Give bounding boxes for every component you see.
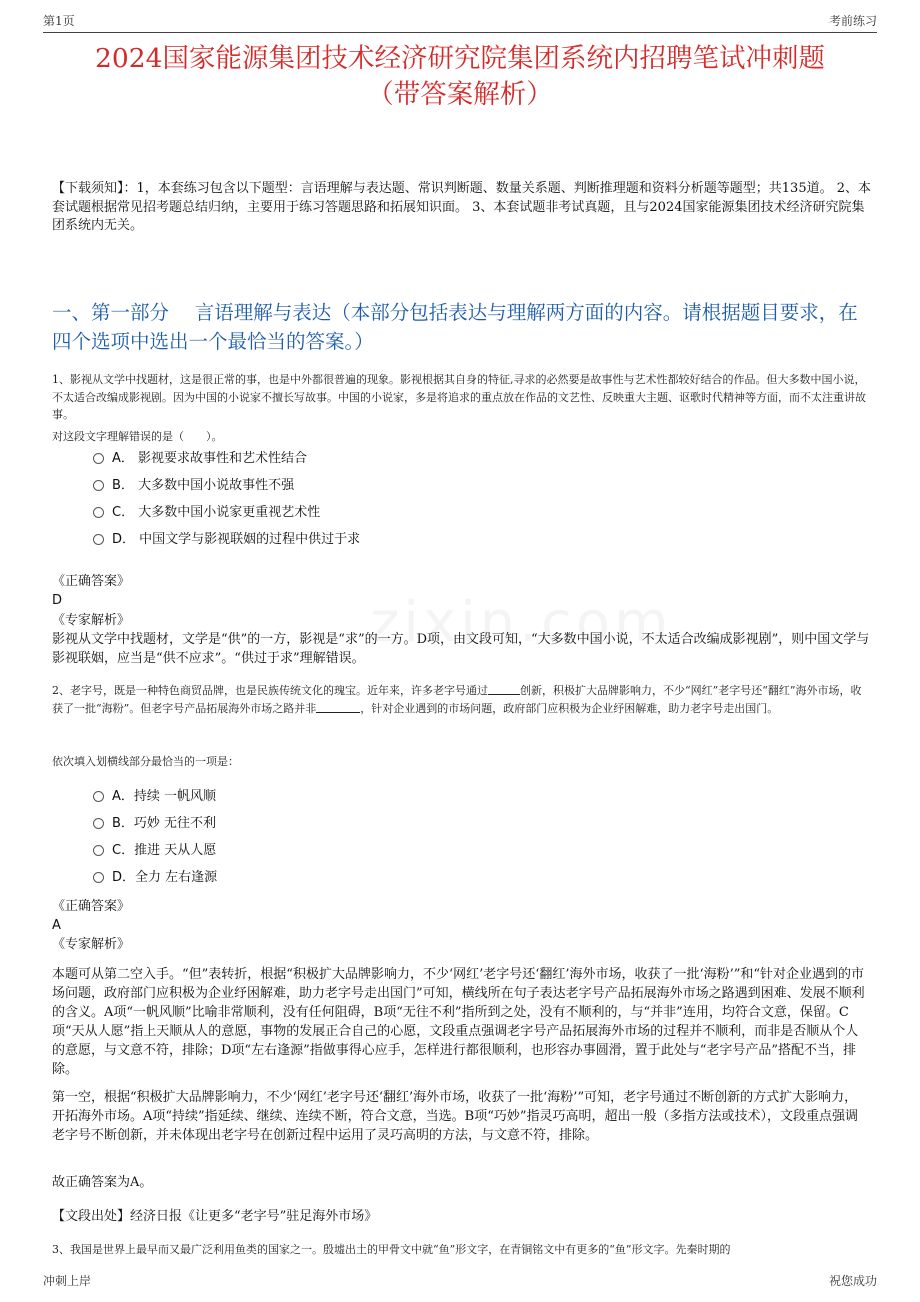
question-2-text: 2、老字号，既是一种特色商贸品牌，也是民族传统文化的瑰宝。近年来，许多老字号通过 创新，积极扩大品牌影响力，不少“网红”老字号还“翻红”海外市场，收获了一批“海粉”。但老字号产品拓展海外市场之路并非 ，针对企业遇到的市场问题，政府部门应积极为企业纾困解难，助力老字号走出国门。 [52, 684, 862, 715]
q1-answer: D [52, 593, 63, 608]
q2-option-b[interactable]: B．巧妙 无往不利 [93, 815, 216, 833]
radio-icon[interactable] [93, 534, 104, 545]
q2-option-c[interactable]: C．推进 天从人愿 [93, 842, 216, 860]
download-notice: 【下载须知】：1，本套练习包含以下题型：言语理解与表达题、常识判断题、数量关系题、判断推理题和资料分析题等题型；共135道。 2、本套试题根据常见招考题总结归纳，主要用于练习答题思路和拓展知识面。 3、本套试题非考试真题，且与2024国家能源集团技术经济研究院集团系统内无关。 [52, 181, 871, 233]
document-subtitle: （带答案解析） [367, 79, 553, 110]
radio-icon[interactable] [93, 507, 104, 518]
q2-answer-label: 《正确答案》 [52, 899, 131, 914]
header-divider [43, 32, 877, 33]
footer-left: 冲刺上岸 [43, 1274, 92, 1288]
fill-blank-1 [488, 682, 520, 695]
q1-analysis: 影视从文学中找题材，文学是“供”的一方，影视是“求”的一方。D项，由文段可知，“大多数中国小说，不太适合改编成影视剧”，则中国文学与影视联姻，应当是“供不应求”。“供过于求”理解错误。 [52, 632, 870, 666]
q2-conclusion: 故正确答案为A。 [52, 1175, 153, 1190]
question-1-text: 1、影视从文学中找题材，这是很正常的事，也是中外都很普遍的现象。影视根据其自身的特征,寻求的必然要是故事性与艺术性都较好结合的作品。但大多数中国小说，不太适合改编成影视剧。因为中国的小说家不擅长写故事。中国的小说家，多是将追求的重点放在作品的文艺性、反映重大主题、讴歌时代精神等方面，而不太注重讲故事。 [52, 373, 866, 421]
q2-option-d[interactable]: D．全力 左右逢源 [93, 869, 217, 887]
section-title: 一、第一部分 言语理解与表达（本部分包括表达与理解两方面的内容。请根据题目要求，在四个选项中选出一个最恰当的答案。） [52, 301, 858, 353]
header-label: 考前练习 [828, 14, 877, 28]
radio-icon[interactable] [93, 453, 104, 464]
q2-answer: A [52, 918, 61, 933]
radio-icon[interactable] [93, 791, 104, 802]
document-title: 2024国家能源集团技术经济研究院集团系统内招聘笔试冲刺题 [95, 43, 825, 74]
fill-blank-2 [316, 700, 360, 713]
radio-icon[interactable] [93, 872, 104, 883]
q2-analysis-label: 《专家解析》 [52, 937, 131, 952]
q2-analysis-paragraph-2: 第一空，根据“积极扩大品牌影响力，不少‘网红’老字号还‘翻红’海外市场，收获了一批‘海粉’”可知，老字号通过不断创新的方式扩大影响力，开拓海外市场。A项“持续”指延续、继续、连续不断，符合文意，当选。B项“巧妙”指灵巧高明，超出一般（多指方法或技术），文段重点强调老字号不断创新，并未体现出老字号在创新过程中运用了灵巧高明的方法，与文意不符，排除。 [52, 1090, 859, 1143]
q2-analysis-paragraph-1: 本题可从第二空入手。“但”表转折，根据“积极扩大品牌影响力，不少‘网红’老字号还‘翻红’海外市场，收获了一批‘海粉’”和“针对企业遇到的市场问题，政府部门应积极为企业纾困解难，助力老字号走出国门”可知，横线所在句子表达老字号产品拓展海外市场之路遇到困难、发展不顺利的含义。A项“一帆风顺”比喻非常顺利，没有任何阻碍，B项“无往不利”指所到之处，没有不顺利的，与“并非”连用，均符合文意，保留。C项“天从人愿”指上天顺从人的意愿，事物的发展正合自己的心愿，文段重点强调老字号产品拓展海外市场的过程并不顺利，而非是否顺从个人的意愿，与文意不符，排除；D项“左右逢源”指做事得心应手，怎样进行都很顺利，也形容办事圆滑，置于此处与“老字号产品”搭配不当，排除。 [52, 967, 865, 1077]
q1-option-a[interactable]: A． 影视要求故事性和艺术性结合 [93, 450, 307, 468]
q1-option-b[interactable]: B． 大多数中国小说故事性不强 [93, 477, 294, 495]
question-3-text: 3、我国是世界上最早而又最广泛利用鱼类的国家之一。殷墟出土的甲骨文中就“鱼”形文字，在青铜铭文中有更多的“鱼”形文字。先秦时期的 [52, 1243, 731, 1256]
radio-icon[interactable] [93, 845, 104, 856]
page-number: 第1页 [43, 14, 75, 28]
q1-analysis-label: 《专家解析》 [52, 613, 131, 628]
q1-answer-label: 《正确答案》 [52, 574, 131, 589]
q2-source: 【文段出处】经济日报《让更多“老字号”驻足海外市场》 [52, 1209, 378, 1224]
q1-option-d[interactable]: D． 中国文学与影视联姻的过程中供过于求 [93, 531, 360, 549]
q2-option-a[interactable]: A．持续 一帆风顺 [93, 788, 216, 806]
q1-option-c[interactable]: C． 大多数中国小说家更重视艺术性 [93, 504, 320, 522]
radio-icon[interactable] [93, 480, 104, 491]
question-1-prompt: 对这段文字理解错误的是（ ）。 [52, 430, 223, 443]
footer-right: 祝您成功 [828, 1274, 877, 1288]
question-2-prompt: 依次填入划横线部分最恰当的一项是： [52, 755, 239, 768]
radio-icon[interactable] [93, 818, 104, 829]
